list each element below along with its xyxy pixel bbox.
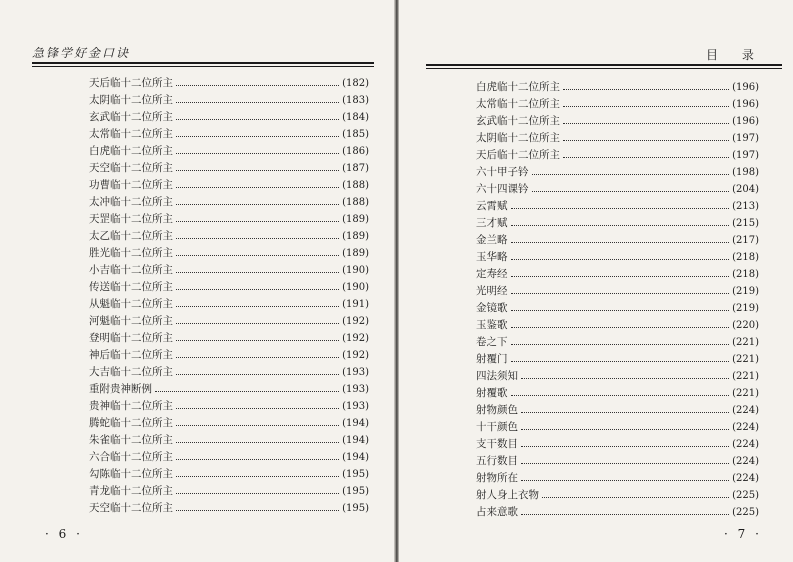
dot-leader [532, 191, 730, 192]
toc-entry-title: 天空临十二位所主 [89, 502, 173, 514]
dot-leader [176, 170, 339, 171]
toc-entry [476, 249, 759, 266]
toc-entry-title: 射覆歌 [476, 387, 508, 399]
toc-entry-page: (219) [732, 303, 759, 314]
toc-entry [89, 381, 369, 398]
header-rule [32, 62, 374, 64]
toc-entry-page: (192) [342, 333, 369, 344]
toc-entry [89, 126, 369, 143]
toc-entry [89, 483, 369, 500]
toc-entry-page: (221) [732, 354, 759, 365]
toc-entry-title: 登明临十二位所主 [89, 332, 173, 344]
toc-entry [476, 317, 759, 334]
dot-leader [521, 446, 729, 447]
toc-entry-page: (224) [732, 456, 759, 467]
toc-entry-title: 十干颜色 [476, 421, 518, 433]
dot-leader [176, 374, 339, 375]
toc-entry [89, 92, 369, 109]
toc-list [89, 75, 369, 517]
toc-entry [89, 364, 369, 381]
dot-leader [511, 344, 730, 345]
toc-entry-title: 太阴临十二位所主 [476, 132, 560, 144]
toc-entry-page: (192) [342, 316, 369, 327]
toc-entry [89, 347, 369, 364]
toc-entry-title: 太乙临十二位所主 [89, 230, 173, 242]
toc-entry-page: (188) [342, 180, 369, 191]
toc-entry-title: 太冲临十二位所主 [89, 196, 173, 208]
toc-entry-title: 占来意歌 [476, 506, 518, 518]
toc-entry-title: 玉鉴歌 [476, 319, 508, 331]
toc-entry-title: 射物所在 [476, 472, 518, 484]
toc-entry-page: (225) [732, 507, 759, 518]
dot-leader [511, 259, 730, 260]
toc-entry [476, 130, 759, 147]
header-rule-thin [426, 68, 782, 69]
running-header: 目 录 [706, 48, 764, 62]
toc-entry-page: (194) [342, 452, 369, 463]
dot-leader [563, 140, 729, 141]
dot-leader [511, 293, 730, 294]
toc-entry [476, 266, 759, 283]
dot-leader [176, 357, 339, 358]
dot-leader [511, 361, 730, 362]
toc-entry [89, 398, 369, 415]
dot-leader [532, 174, 730, 175]
toc-entry-title: 玄武临十二位所主 [89, 111, 173, 123]
dot-leader [176, 238, 339, 239]
toc-entry-page: (197) [732, 133, 759, 144]
dot-leader [176, 272, 339, 273]
toc-entry [476, 79, 759, 96]
toc-entry-page: (191) [342, 299, 369, 310]
dot-leader [176, 119, 339, 120]
toc-entry-title: 青龙临十二位所主 [89, 485, 173, 497]
toc-entry-page: (190) [342, 265, 369, 276]
toc-entry-page: (195) [342, 486, 369, 497]
dot-leader [176, 323, 339, 324]
toc-list [476, 79, 759, 521]
dot-leader [521, 378, 729, 379]
toc-entry-title: 定寿经 [476, 268, 508, 280]
toc-entry-title: 天空临十二位所主 [89, 162, 173, 174]
dot-leader [176, 408, 339, 409]
toc-entry [89, 194, 369, 211]
toc-entry-title: 卷之下 [476, 336, 508, 348]
toc-entry [476, 96, 759, 113]
toc-entry-page: (182) [342, 78, 369, 89]
toc-entry [476, 453, 759, 470]
toc-entry-page: (183) [342, 95, 369, 106]
toc-entry-title: 射覆门 [476, 353, 508, 365]
dot-leader [511, 310, 730, 311]
dot-leader [176, 85, 339, 86]
toc-entry [89, 177, 369, 194]
toc-entry-title: 云霄赋 [476, 200, 508, 212]
toc-entry [89, 449, 369, 466]
toc-entry [89, 109, 369, 126]
toc-entry-title: 玉华略 [476, 251, 508, 263]
toc-entry-title: 从魁临十二位所主 [89, 298, 173, 310]
dot-leader [511, 327, 730, 328]
toc-entry-page: (198) [732, 167, 759, 178]
toc-entry [89, 279, 369, 296]
toc-entry [89, 296, 369, 313]
toc-entry-title: 小吉临十二位所主 [89, 264, 173, 276]
toc-entry-page: (192) [342, 350, 369, 361]
toc-entry [476, 351, 759, 368]
toc-entry-page: (189) [342, 214, 369, 225]
toc-entry [476, 436, 759, 453]
toc-entry-title: 天罡临十二位所主 [89, 213, 173, 225]
toc-entry-title: 四法须知 [476, 370, 518, 382]
header-rule [426, 64, 782, 66]
toc-entry [89, 228, 369, 245]
toc-entry [476, 385, 759, 402]
dot-leader [521, 429, 729, 430]
toc-entry [476, 334, 759, 351]
toc-entry [476, 419, 759, 436]
toc-entry-title: 重附贵神断例 [89, 383, 152, 395]
toc-entry-title: 六十甲子钤 [476, 166, 529, 178]
toc-entry-title: 天后临十二位所主 [476, 149, 560, 161]
dot-leader [511, 225, 730, 226]
toc-entry-title: 光明经 [476, 285, 508, 297]
toc-entry-page: (189) [342, 231, 369, 242]
toc-entry-page: (193) [342, 384, 369, 395]
dot-leader [176, 510, 339, 511]
dot-leader [563, 106, 729, 107]
running-header: 急锋学好金口诀 [32, 46, 131, 60]
toc-entry [476, 198, 759, 215]
toc-entry [89, 415, 369, 432]
dot-leader [511, 395, 730, 396]
toc-entry-page: (195) [342, 469, 369, 480]
toc-entry [476, 181, 759, 198]
toc-entry [89, 500, 369, 517]
toc-entry-title: 三才赋 [476, 217, 508, 229]
dot-leader [176, 459, 339, 460]
dot-leader [176, 255, 339, 256]
dot-leader [521, 463, 729, 464]
toc-entry-page: (220) [732, 320, 759, 331]
toc-entry [476, 283, 759, 300]
dot-leader [176, 153, 339, 154]
toc-entry-title: 六十四课钤 [476, 183, 529, 195]
toc-entry-title: 勾陈临十二位所主 [89, 468, 173, 480]
toc-entry [476, 300, 759, 317]
toc-entry-page: (188) [342, 197, 369, 208]
toc-entry-page: (217) [732, 235, 759, 246]
toc-entry-title: 支干数目 [476, 438, 518, 450]
dot-leader [176, 136, 339, 137]
dot-leader [176, 289, 339, 290]
toc-entry-page: (186) [342, 146, 369, 157]
toc-entry [476, 164, 759, 181]
toc-entry-page: (190) [342, 282, 369, 293]
toc-entry-page: (187) [342, 163, 369, 174]
toc-entry-page: (195) [342, 503, 369, 514]
right-page [398, 0, 793, 562]
toc-entry [89, 466, 369, 483]
toc-entry-title: 朱雀临十二位所主 [89, 434, 173, 446]
toc-entry-page: (219) [732, 286, 759, 297]
dot-leader [511, 242, 730, 243]
toc-entry-title: 太常临十二位所主 [476, 98, 560, 110]
toc-entry-page: (224) [732, 405, 759, 416]
toc-entry [89, 211, 369, 228]
toc-entry-page: (221) [732, 337, 759, 348]
dot-leader [563, 157, 729, 158]
toc-entry [476, 368, 759, 385]
toc-entry-page: (185) [342, 129, 369, 140]
toc-entry-page: (197) [732, 150, 759, 161]
header-rule-thin [32, 66, 374, 67]
dot-leader [176, 425, 339, 426]
toc-entry-title: 胜光临十二位所主 [89, 247, 173, 259]
toc-entry-title: 天后临十二位所主 [89, 77, 173, 89]
toc-entry-title: 金兰略 [476, 234, 508, 246]
dot-leader [176, 476, 339, 477]
toc-entry-title: 河魁临十二位所主 [89, 315, 173, 327]
toc-entry-page: (213) [732, 201, 759, 212]
dot-leader [155, 391, 339, 392]
toc-entry-title: 传送临十二位所主 [89, 281, 173, 293]
toc-entry [476, 487, 759, 504]
toc-entry-title: 神后临十二位所主 [89, 349, 173, 361]
toc-entry-page: (204) [732, 184, 759, 195]
dot-leader [176, 204, 339, 205]
dot-leader [511, 276, 730, 277]
toc-entry-title: 贵神临十二位所主 [89, 400, 173, 412]
toc-entry [476, 113, 759, 130]
toc-entry-page: (225) [732, 490, 759, 501]
toc-entry-title: 金镜歌 [476, 302, 508, 314]
dot-leader [563, 123, 729, 124]
toc-entry-page: (189) [342, 248, 369, 259]
toc-entry [89, 75, 369, 92]
toc-entry-title: 射物颜色 [476, 404, 518, 416]
dot-leader [176, 102, 339, 103]
toc-entry [476, 232, 759, 249]
toc-entry-page: (194) [342, 418, 369, 429]
toc-entry-page: (184) [342, 112, 369, 123]
toc-entry [476, 402, 759, 419]
page-number: · 7 · [724, 527, 762, 541]
toc-entry [89, 245, 369, 262]
toc-entry-title: 大吉临十二位所主 [89, 366, 173, 378]
toc-entry-page: (221) [732, 371, 759, 382]
toc-entry-title: 白虎临十二位所主 [476, 81, 560, 93]
toc-entry-title: 六合临十二位所主 [89, 451, 173, 463]
toc-entry-page: (224) [732, 422, 759, 433]
dot-leader [563, 89, 729, 90]
toc-entry-title: 太常临十二位所主 [89, 128, 173, 140]
dot-leader [511, 208, 730, 209]
toc-entry-page: (194) [342, 435, 369, 446]
toc-entry-page: (215) [732, 218, 759, 229]
toc-entry-page: (193) [342, 367, 369, 378]
toc-entry [476, 470, 759, 487]
dot-leader [521, 412, 729, 413]
toc-entry [476, 504, 759, 521]
dot-leader [176, 442, 339, 443]
toc-entry-title: 腾蛇临十二位所主 [89, 417, 173, 429]
toc-entry-page: (224) [732, 473, 759, 484]
toc-entry-page: (224) [732, 439, 759, 450]
toc-entry-page: (196) [732, 99, 759, 110]
toc-entry-page: (193) [342, 401, 369, 412]
dot-leader [176, 306, 339, 307]
toc-entry-title: 太阴临十二位所主 [89, 94, 173, 106]
page-number: · 6 · [45, 527, 83, 541]
toc-entry-title: 白虎临十二位所主 [89, 145, 173, 157]
dot-leader [176, 340, 339, 341]
toc-entry [89, 143, 369, 160]
toc-entry-page: (221) [732, 388, 759, 399]
toc-entry [89, 330, 369, 347]
toc-entry-title: 功曹临十二位所主 [89, 179, 173, 191]
dot-leader [176, 493, 339, 494]
toc-entry [476, 147, 759, 164]
dot-leader [521, 480, 729, 481]
toc-entry-page: (196) [732, 116, 759, 127]
dot-leader [176, 221, 339, 222]
toc-entry-page: (196) [732, 82, 759, 93]
toc-entry [89, 262, 369, 279]
toc-entry-page: (218) [732, 269, 759, 280]
toc-entry [476, 215, 759, 232]
toc-entry-title: 五行数目 [476, 455, 518, 467]
toc-entry [89, 160, 369, 177]
left-page [0, 0, 396, 562]
toc-entry-page: (218) [732, 252, 759, 263]
toc-entry-title: 射人身上衣物 [476, 489, 539, 501]
dot-leader [521, 514, 729, 515]
toc-entry-title: 玄武临十二位所主 [476, 115, 560, 127]
toc-entry [89, 432, 369, 449]
dot-leader [542, 497, 729, 498]
dot-leader [176, 187, 339, 188]
toc-entry [89, 313, 369, 330]
